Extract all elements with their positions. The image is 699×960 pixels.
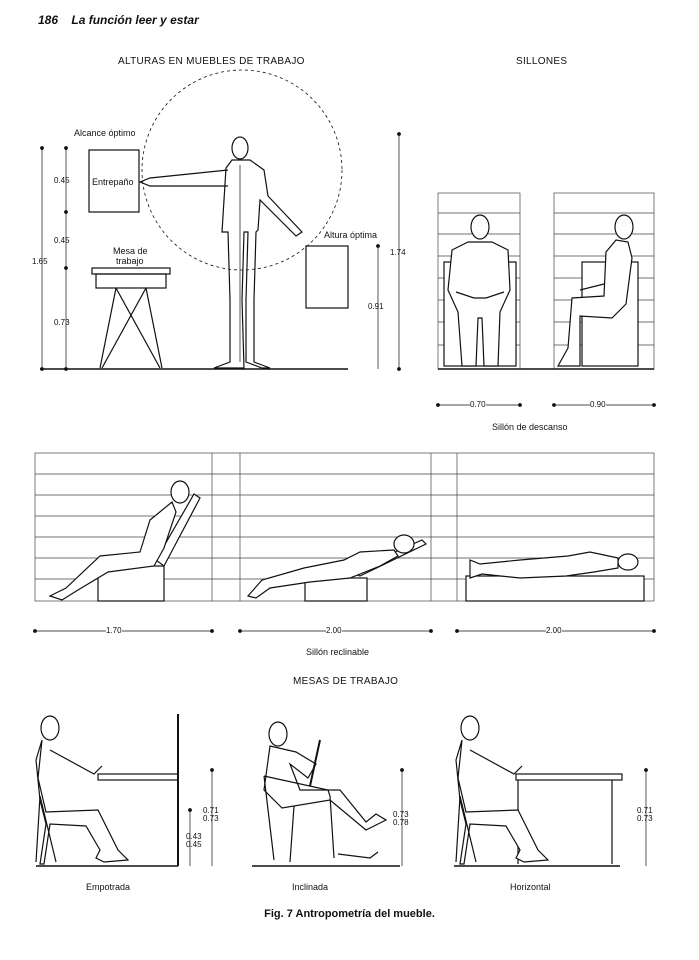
- label-alcance: Alcance óptimo: [74, 128, 136, 138]
- label-empotrada: Empotrada: [86, 882, 131, 892]
- dim-h071: 0.71: [637, 806, 653, 815]
- label-inclinada: Inclinada: [292, 882, 329, 892]
- dim-165: 1.65: [32, 257, 48, 266]
- section-title-alturas: ALTURAS EN MUEBLES DE TRABAJO: [118, 56, 305, 67]
- work-tables-group: [36, 714, 647, 866]
- armchairs-group: [437, 193, 656, 406]
- label-trabajo: trabajo: [116, 256, 144, 266]
- section-title-mesas: MESAS DE TRABAJO: [293, 676, 399, 687]
- head: [232, 137, 248, 159]
- dim-r200a: 2.00: [326, 626, 342, 635]
- reach-circle: [142, 70, 342, 270]
- label-altura-optima: Altura óptima: [324, 230, 378, 240]
- body: [214, 160, 302, 368]
- page-number: 186: [38, 13, 59, 27]
- figure-caption: [0, 908, 699, 920]
- dim-e071: 0.71: [203, 806, 219, 815]
- dim-e073: 0.73: [203, 814, 219, 823]
- dim-r200b: 2.00: [546, 626, 562, 635]
- label-entrepano: Entrepaño: [92, 177, 134, 187]
- recliner-group: [34, 453, 656, 632]
- dim-e045: 0.45: [186, 840, 202, 849]
- label-sillon-reclinable: Sillón reclinable: [306, 647, 370, 657]
- label-sillon-descanso: Sillón de descanso: [492, 422, 568, 432]
- figure-caption-text: Antropometría del mueble.: [295, 908, 435, 920]
- dim-i073: 0.73: [393, 810, 409, 819]
- dim-r170: 1.70: [106, 626, 122, 635]
- standing-figure-group: [40, 70, 400, 370]
- arm: [140, 170, 228, 186]
- work-surface: [306, 246, 348, 308]
- dim-174: 1.74: [390, 248, 406, 257]
- desk-top: [92, 268, 170, 274]
- dim-073: 0.73: [54, 318, 70, 327]
- section-title-sillones: SILLONES: [516, 56, 568, 67]
- dim-i078: 0.78: [393, 818, 409, 827]
- desk-drawer: [96, 274, 166, 288]
- figure-number: Fig. 7: [264, 908, 293, 920]
- label-mesa-de: Mesa de: [113, 246, 148, 256]
- dim-090: 0.90: [590, 400, 606, 409]
- dim-045a: 0.45: [54, 176, 70, 185]
- dim-e043: 0.43: [186, 832, 202, 841]
- label-horizontal: Horizontal: [510, 882, 551, 892]
- dim-h073: 0.73: [637, 814, 653, 823]
- dim-091: 0.91: [368, 302, 384, 311]
- dim-045b: 0.45: [54, 236, 70, 245]
- page-title: La función leer y estar: [71, 13, 199, 27]
- dim-070: 0.70: [470, 400, 486, 409]
